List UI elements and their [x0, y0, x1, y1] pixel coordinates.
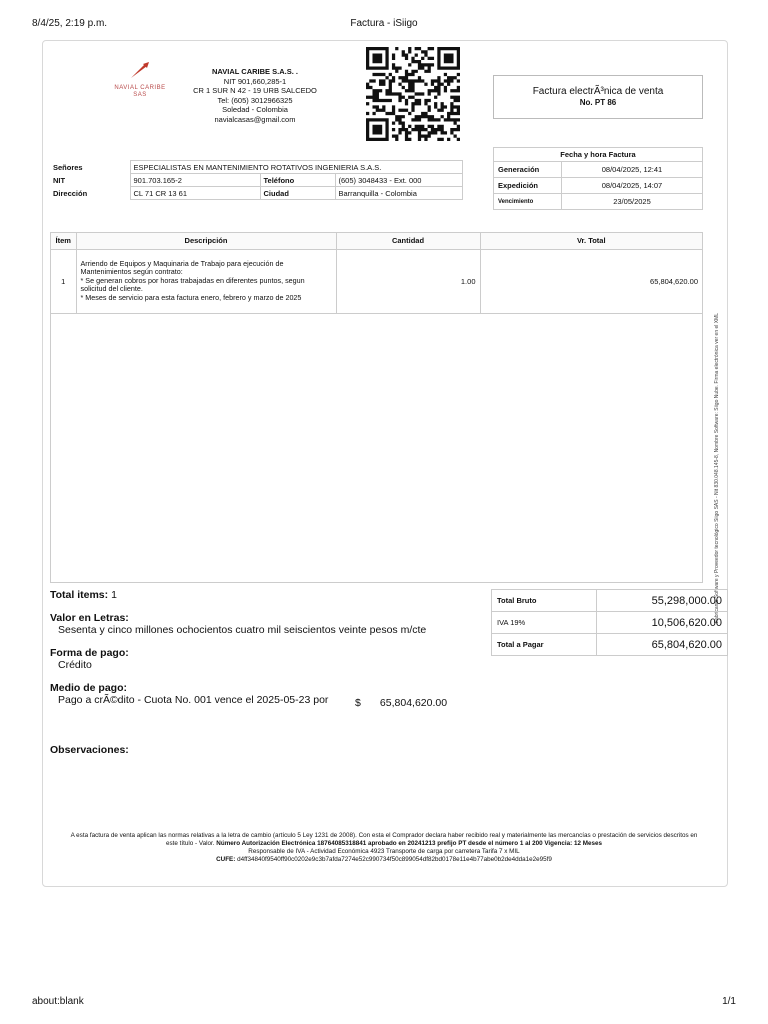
print-page-count: 1/1 — [722, 996, 736, 1007]
value-in-letters — [50, 612, 426, 636]
payment-method-value: Pago a crÃ©dito - Cuota No. 001 vence el 2025-05-23 por — [58, 694, 329, 706]
label-ciudad: Ciudad — [260, 187, 335, 200]
label-direccion: Dirección — [53, 188, 88, 198]
print-datetime: 8/4/25, 2:19 p.m. — [32, 18, 108, 29]
logo-mark-icon — [125, 60, 155, 80]
cufe-value: d4ff34840f9540ff90c0202e9c3b7afda7274e52c990734f50c899054df82bd0178e11e4b77abe0b2de4dda1e2e95f9 — [237, 856, 552, 863]
col-descripcion: Descripción — [76, 233, 336, 249]
col-item: Ítem — [51, 233, 76, 249]
side-note-text: Fabricante Software y Proveedor tecnológico Siigo SAS - Nit 830.048.145-8, Nombre Software: Siigo Nube. Firma electrónica ver en el XML — [714, 312, 720, 624]
legal-footer — [66, 832, 702, 864]
client-address: CL 71 CR 13 61 — [130, 187, 260, 200]
company-email: navialcasas@gmail.com — [214, 114, 296, 124]
table-row — [51, 249, 702, 313]
items-header-row — [51, 233, 702, 249]
payment-method-label: Medio de pago: — [50, 682, 127, 694]
legal-line3: Responsable de IVA - Actividad Económica 4923 Transporte de carga por carretera Tarifa 7 x MIL — [248, 848, 520, 855]
payment-method — [50, 682, 340, 706]
col-cantidad: Cantidad — [336, 233, 480, 249]
total-items-label: Total items: — [50, 589, 109, 601]
company-nit: NIT 901,660,285-1 — [223, 76, 287, 86]
client-nit: 901.703.165-2 — [130, 174, 260, 187]
company-logo — [110, 60, 170, 122]
iva-label: IVA 19% — [492, 612, 597, 634]
payment-amount-value: 65,804,620.00 — [379, 697, 448, 709]
row-description: Arriendo de Equipos y Maquinaria de Trabajo para ejecución de Mantenimientos según contrato: * Se generan cobros por horas trabajadas en diferentes puntos, segun solicitud del cliente. * Meses de servicio para esta factura enero, febrero y marzo de 2025 — [76, 249, 336, 313]
date-value-generacion: 08/04/2025, 12:41 — [562, 162, 703, 178]
legal-line1: A esta factura de venta aplican las normas relativas a la letra de cambio (artículo 5 Ley 1231 de 2008). Con esta el Comprador declara haber recibido real y materialmente las mercancías o prestación de servicios descritos en este título - Valor. — [70, 832, 698, 847]
dates-header: Fecha y hora Factura — [494, 148, 703, 162]
company-phone: Tel: (605) 3012966325 — [217, 95, 293, 105]
iva-value: 10,506,620.00 — [597, 612, 728, 634]
date-value-vencimiento: 23/05/2025 — [562, 194, 703, 210]
row-quantity: 1.00 — [336, 249, 480, 313]
label-telefono: Teléfono — [260, 174, 335, 187]
invoice-title-box — [493, 75, 703, 119]
dates-table — [493, 147, 703, 210]
print-url: about:blank — [32, 996, 84, 1007]
invoice-title: Factura electrÃ³nica de venta — [532, 86, 664, 97]
date-label-expedicion: Expedición — [494, 178, 562, 194]
date-label-generacion: Generación — [494, 162, 562, 178]
total-pagar-label: Total a Pagar — [492, 634, 597, 656]
logo-text: NAVIAL CARIBE SAS — [114, 85, 166, 98]
letters-value: Sesenta y cinco millones ochocientos cuatro mil seiscientos veinte pesos m/cte — [58, 624, 427, 636]
client-name: ESPECIALISTAS EN MANTENIMIENTO ROTATIVOS INGENIERIA S.A.S. — [130, 161, 463, 174]
letters-label: Valor en Letras: — [50, 612, 129, 624]
payment-amount — [355, 697, 447, 709]
payment-form-label: Forma de pago: — [50, 647, 129, 659]
client-phone: (605) 3048433 - Ext. 000 — [335, 174, 463, 187]
payment-form-value: Crédito — [58, 659, 92, 671]
row-item: 1 — [51, 249, 76, 313]
label-nit: NIT — [53, 175, 66, 185]
payment-form — [50, 647, 129, 671]
total-bruto-label: Total Bruto — [492, 590, 597, 612]
total-items-value: 1 — [111, 589, 117, 601]
company-name: NAVIAL CARIBE S.A.S. . — [212, 67, 298, 76]
company-info — [180, 67, 330, 124]
company-address: CR 1 SUR N 42 - 19 URB SALCEDO — [193, 86, 317, 95]
observations — [50, 744, 129, 756]
client-table — [50, 160, 463, 200]
date-value-expedicion: 08/04/2025, 14:07 — [562, 178, 703, 194]
payment-currency: $ — [355, 697, 361, 709]
invoice-number: No. PT 86 — [579, 98, 617, 107]
total-pagar-value: 65,804,620.00 — [597, 634, 728, 656]
company-city: Soledad - Colombia — [222, 105, 288, 114]
col-total: Vr. Total — [480, 233, 702, 249]
qr-code — [366, 47, 460, 141]
cufe-label: CUFE: — [216, 856, 236, 863]
total-bruto-value: 55,298,000.00 — [597, 590, 728, 612]
label-senores: Señores — [53, 162, 83, 172]
legal-authorization: Número Autorización Electrónica 18764085318841 aprobado en 20241213 prefijo PT desde el número 1 al 200 Vigencia: 12 Meses — [216, 840, 602, 847]
totals-table — [491, 589, 728, 656]
observations-label: Observaciones: — [50, 744, 129, 756]
items-table — [50, 232, 703, 583]
row-total: 65,804,620.00 — [480, 249, 702, 313]
print-title: Factura - iSiigo — [350, 18, 418, 29]
total-items — [50, 589, 117, 601]
date-label-vencimiento: Vencimiento — [494, 194, 562, 210]
client-city: Barranquilla - Colombia — [335, 187, 463, 200]
